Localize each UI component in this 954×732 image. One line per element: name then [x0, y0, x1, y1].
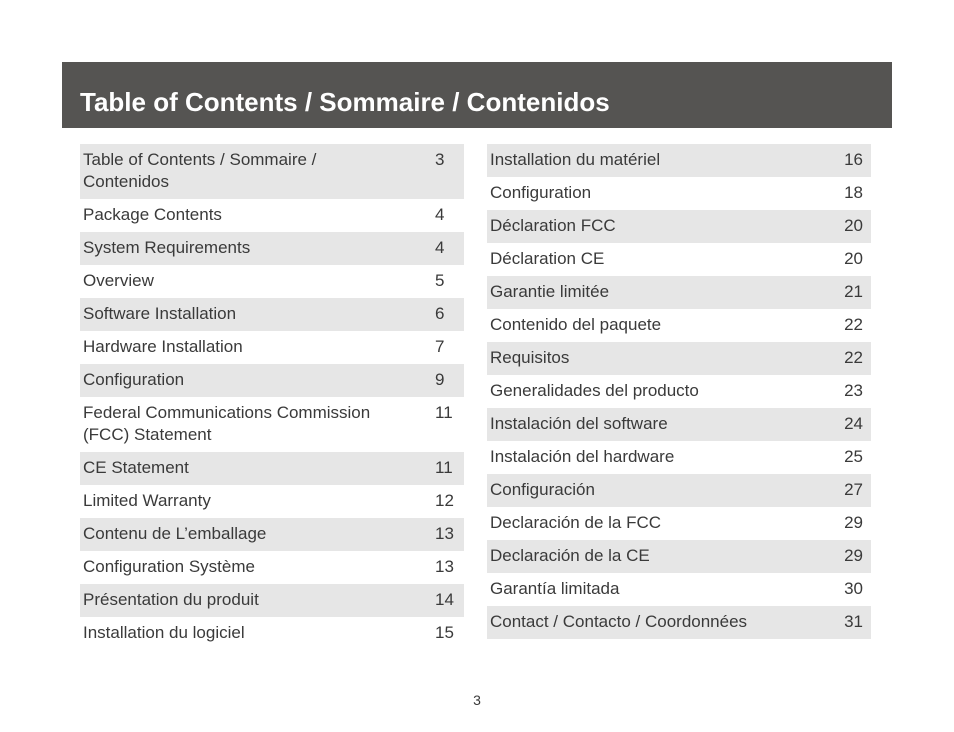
- toc-entry[interactable]: [487, 375, 871, 408]
- toc-entry[interactable]: [80, 232, 464, 265]
- toc-entry-title: Garantía limitada: [490, 579, 620, 598]
- toc-entry-page: 13: [435, 557, 454, 576]
- toc-entry[interactable]: [487, 606, 871, 639]
- toc-entry-title: Configuration Système: [83, 557, 255, 576]
- toc-entry-page: 5: [435, 271, 445, 290]
- toc-entry-page: 29: [844, 513, 863, 532]
- toc-entry-title: Configuración: [490, 480, 595, 499]
- toc-entry-page: 4: [435, 205, 445, 224]
- toc-entry-title: Generalidades del producto: [490, 381, 699, 400]
- toc-entry[interactable]: [80, 452, 464, 485]
- toc-entry-page: 13: [435, 524, 454, 543]
- toc-entry[interactable]: [487, 474, 871, 507]
- toc-entry[interactable]: [80, 265, 464, 298]
- toc-entry-title: Instalación del software: [490, 414, 668, 433]
- toc-right-column: [487, 144, 871, 639]
- toc-entry[interactable]: [487, 276, 871, 309]
- toc-entry-title: Overview: [83, 271, 154, 290]
- toc-entry-page: 9: [435, 370, 445, 389]
- toc-entry-title: Contenido del paquete: [490, 315, 662, 334]
- toc-entry-page: 7: [435, 337, 445, 356]
- header-bar: [62, 62, 892, 128]
- toc-entry[interactable]: [80, 331, 464, 364]
- toc-entry-page: 12: [435, 491, 454, 510]
- toc-entry[interactable]: [80, 364, 464, 397]
- toc-entry-page: 11: [435, 403, 453, 422]
- toc-entry-title: Présentation du produit: [83, 590, 259, 609]
- toc-entry-page: 16: [844, 150, 863, 169]
- toc-entry-page: 22: [844, 315, 863, 334]
- toc-entry-title: Federal Communications Commission (FCC) Statement: [83, 403, 371, 444]
- toc-entry[interactable]: [80, 144, 464, 199]
- toc-entry-page: 29: [844, 546, 863, 565]
- toc-entry[interactable]: [487, 441, 871, 474]
- toc-entry-page: 22: [844, 348, 863, 367]
- toc-entry-page: 23: [844, 381, 863, 400]
- toc-entry-page: 30: [844, 579, 863, 598]
- toc-entry-title: System Requirements: [83, 238, 251, 257]
- toc-entry-title: Configuration: [490, 183, 592, 202]
- toc-entry[interactable]: [487, 243, 871, 276]
- page-number: 3: [473, 692, 481, 708]
- toc-entry[interactable]: [487, 408, 871, 441]
- toc-entry-page: 24: [844, 414, 863, 433]
- toc-left-column: [80, 144, 464, 650]
- toc-entry-title: Package Contents: [83, 205, 222, 224]
- toc-entry-page: 6: [435, 304, 445, 323]
- toc-entry-title: Déclaration FCC: [490, 216, 616, 235]
- toc-entry[interactable]: [487, 210, 871, 243]
- toc-entry[interactable]: [80, 617, 464, 650]
- toc-entry-title: Installation du logiciel: [83, 623, 245, 642]
- toc-entry[interactable]: [80, 518, 464, 551]
- toc-entry[interactable]: [80, 199, 464, 232]
- toc-entry-page: 14: [435, 590, 454, 609]
- toc-entry[interactable]: [487, 540, 871, 573]
- toc-entry-title: Déclaration CE: [490, 249, 605, 268]
- toc-entry[interactable]: [487, 309, 871, 342]
- toc-entry[interactable]: [80, 551, 464, 584]
- toc-entry-title: Hardware Installation: [83, 337, 243, 356]
- toc-entry[interactable]: [487, 177, 871, 210]
- toc-entry-title: Limited Warranty: [83, 491, 211, 510]
- toc-entry-title: Contact / Contacto / Coordonnées: [490, 612, 748, 631]
- toc-entry-page: 20: [844, 216, 863, 235]
- toc-entry[interactable]: [80, 298, 464, 331]
- toc-entry-page: 27: [844, 480, 863, 499]
- toc-entry-title: Declaración de la CE: [490, 546, 650, 565]
- toc-entry-page: 18: [844, 183, 863, 202]
- toc-entry-title: Instalación del hardware: [490, 447, 675, 466]
- toc-entry[interactable]: [80, 397, 464, 452]
- toc-entry-title: Garantie limitée: [490, 282, 610, 301]
- toc-entry-title: Declaración de la FCC: [490, 513, 662, 532]
- toc-entry-page: 11: [435, 458, 453, 477]
- toc-entry[interactable]: [80, 584, 464, 617]
- toc-entry-title: Requisitos: [490, 348, 570, 367]
- toc-entry-title: Configuration: [83, 370, 185, 389]
- toc-entry[interactable]: [487, 342, 871, 375]
- toc-entry-title: Table of Contents / Sommaire / Contenidos: [83, 150, 317, 191]
- toc-entry-page: 3: [435, 150, 445, 169]
- toc-entry-title: Software Installation: [83, 304, 237, 323]
- toc-entry-page: 25: [844, 447, 863, 466]
- toc-entry-page: 4: [435, 238, 445, 257]
- toc-entry-title: Contenu de L’emballage: [83, 524, 267, 543]
- toc-entry[interactable]: [487, 573, 871, 606]
- toc-entry-page: 20: [844, 249, 863, 268]
- toc-entry-page: 15: [435, 623, 454, 642]
- toc-entry-page: 21: [844, 282, 863, 301]
- toc-entry[interactable]: [487, 507, 871, 540]
- toc-entry-title: Installation du matériel: [490, 150, 661, 169]
- toc-entry[interactable]: [80, 485, 464, 518]
- toc-entry-title: CE Statement: [83, 458, 189, 477]
- toc-entry[interactable]: [487, 144, 871, 177]
- toc-entry-page: 31: [844, 612, 863, 631]
- page-title: Table of Contents / Sommaire / Contenidos: [80, 87, 610, 117]
